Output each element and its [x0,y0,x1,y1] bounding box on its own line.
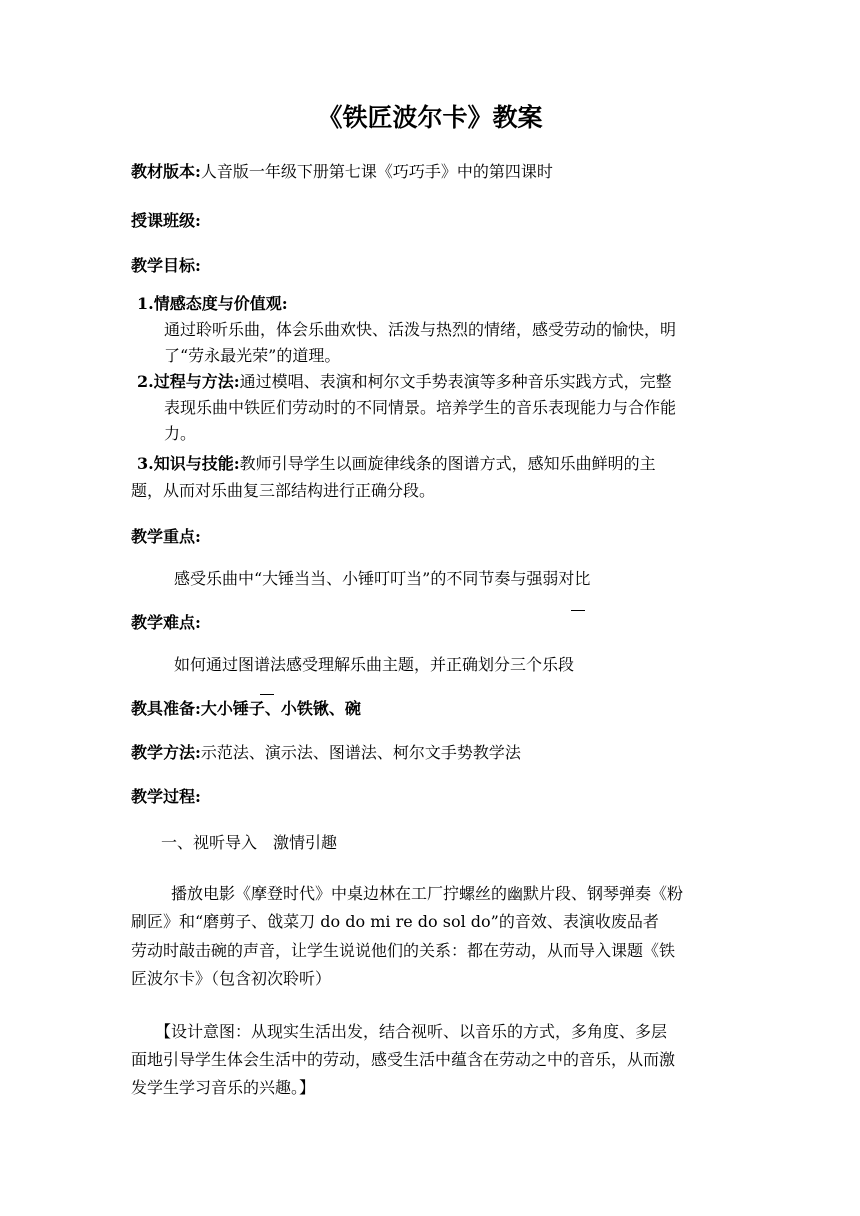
difficulty-text: 如何通过图谱法感受理解乐曲主题，并正确划分三个乐段 [174,655,575,674]
difficulty-label: 教学难点: [131,613,201,632]
stray-mark [571,610,585,611]
page-title: 《铁匠波尔卡》教案 [317,103,543,132]
goal-2-label: 2.过程与方法: [137,372,240,391]
goal-2-line-3: 力。 [164,424,197,443]
material-label: 教材版本: [131,162,201,181]
methods-line [131,741,521,765]
tools-label: 教具准备: [131,699,201,718]
focus-text: 感受乐曲中“大锤当当、小锤叮叮当”的不同节奏与强弱对比 [174,569,591,588]
process-label: 教学过程: [131,787,201,806]
tools-value: 大小锤子、小铁锹、碗 [200,699,361,718]
goal-2-line-1: 2.过程与方法:通过模唱、表演和柯尔文手势表演等多种音乐实践方式，完整 [137,372,672,391]
para-1-line-1: 播放电影《摩登时代》中桌边林在工厂拧螺丝的幽默片段、钢琴弹奏《粉 [171,884,684,903]
focus-label: 教学重点: [131,527,201,546]
goal-3-line-1: 3.知识与技能:教师引导学生以画旋律线条的图谱方式，感知乐曲鲜明的主 [137,454,656,473]
design-line-2: 面地引导学生体会生活中的劳动，感受生活中蕴含在劳动之中的音乐，从而激 [131,1050,676,1069]
methods-label: 教学方法: [131,743,201,762]
design-line-3: 发学生学习音乐的兴趣。】 [131,1078,316,1097]
para-1-line-2: 刷匠》和“磨剪子、戗菜刀 do do mi re do sol do”的音效、表演收废品者 [131,912,659,931]
material-line [131,160,553,184]
design-line-1: 【设计意图：从现实生活出发，结合视听、以音乐的方式，多角度、多层 [155,1022,668,1041]
para-1-line-4: 匠波尔卡》（包含初次聆听） [131,969,332,988]
para-1-line-3: 劳动时敲击碗的声音，让学生说说他们的关系：都在劳动，从而导入课题《铁 [131,941,676,960]
goal-1-label: 1.情感态度与价值观: [137,294,288,313]
goal-2-line-2: 表现乐曲中铁匠们劳动时的不同情景。培养学生的音乐表现能力与合作能 [164,398,677,417]
goal-3-label: 3.知识与技能: [137,454,240,473]
goal-1-line-2: 了“劳永最光荣”的道理。 [164,346,341,365]
material-value: 人音版一年级下册第七课《巧巧手》中的第四课时 [200,162,553,181]
goals-label: 教学目标: [131,256,201,275]
goal-3-line-2: 题，从而对乐曲复三部结构进行正确分段。 [131,481,436,500]
goal-1-line-1: 通过聆听乐曲，体会乐曲欢快、活泼与热烈的情绪，感受劳动的愉快，明 [164,320,677,339]
class-label: 授课班级: [131,211,201,230]
section-1-heading: 一、视听导入 激情引趣 [161,833,338,852]
methods-value: 示范法、演示法、图谱法、柯尔文手势教学法 [200,743,521,762]
tools-line [131,697,361,721]
stray-mark [260,694,274,695]
